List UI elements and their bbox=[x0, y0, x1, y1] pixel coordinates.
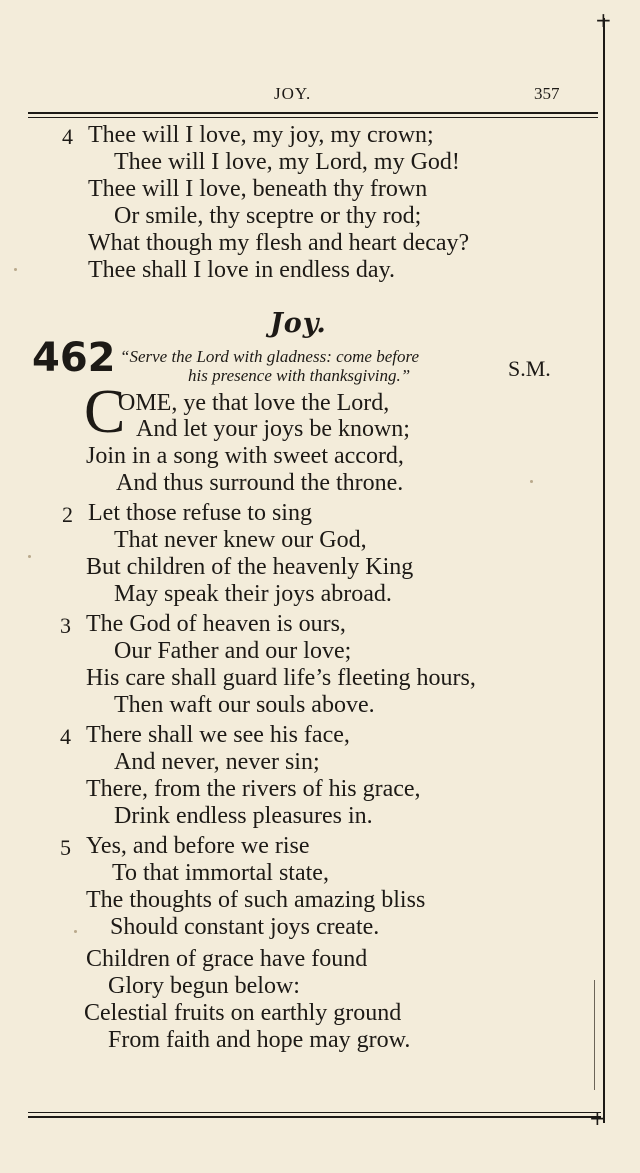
verse-line: Join in a song with sweet accord, bbox=[86, 443, 404, 469]
verse-line: But children of the heavenly King bbox=[86, 554, 414, 580]
paper-speck bbox=[530, 480, 533, 483]
stanza-number: 4 bbox=[62, 124, 73, 149]
footer-rule-thin bbox=[28, 1112, 601, 1113]
stanza-number: 5 bbox=[60, 835, 71, 860]
verse-line: Our Father and our love; bbox=[114, 638, 352, 664]
verse-line: There shall we see his face, bbox=[86, 722, 350, 748]
verse-line: And never, never sin; bbox=[114, 749, 320, 775]
header-rule-thin bbox=[28, 117, 598, 118]
verse-line: The God of heaven is ours, bbox=[86, 611, 346, 637]
verse-line: Or smile, thy sceptre or thy rod; bbox=[114, 203, 422, 229]
hymn-number: 462 bbox=[32, 335, 116, 381]
verse-line: May speak their joys abroad. bbox=[114, 581, 392, 607]
page-number: 357 bbox=[534, 84, 560, 103]
verse-line: That never knew our God, bbox=[114, 527, 367, 553]
verse-line: There, from the rivers of his grace, bbox=[86, 776, 421, 802]
epigraph-line: his presence with thanksgiving.” bbox=[188, 366, 411, 385]
verse-line: OME, ye that love the Lord, bbox=[118, 390, 390, 416]
stanza-number: 3 bbox=[60, 613, 71, 638]
verse-line: The thoughts of such amazing bliss bbox=[86, 887, 426, 913]
running-head bbox=[0, 84, 600, 108]
verse-line: To that immortal state, bbox=[112, 860, 329, 886]
section-title: Joy. bbox=[270, 308, 327, 339]
stanza-number: 4 bbox=[60, 724, 71, 749]
verse-line: Children of grace have found bbox=[86, 946, 368, 972]
meter-label: S.M. bbox=[508, 356, 551, 381]
verse-line: His care shall guard life’s fleeting hours, bbox=[86, 665, 476, 691]
stanza-number: 2 bbox=[62, 502, 73, 527]
paper-speck bbox=[74, 930, 77, 933]
verse-line: Thee will I love, my Lord, my God! bbox=[114, 149, 460, 175]
verse-line: Thee shall I love in endless day. bbox=[88, 257, 396, 283]
verse-line: Celestial fruits on earthly ground bbox=[84, 1000, 402, 1026]
header-rule bbox=[28, 112, 598, 114]
verse-line: And let your joys be known; bbox=[136, 416, 410, 442]
corner-cross-bottom: + bbox=[589, 1106, 606, 1130]
verse-line: Thee will I love, beneath thy frown bbox=[88, 176, 428, 202]
verse-line: Drink endless pleasures in. bbox=[114, 803, 373, 829]
corner-cross-top: + bbox=[595, 8, 612, 32]
running-head-title: JOY. bbox=[274, 84, 312, 103]
right-inner-rule bbox=[594, 980, 595, 1090]
paper-speck bbox=[14, 268, 17, 271]
verse-line: And thus surround the throne. bbox=[116, 470, 404, 496]
verse-line: Yes, and before we rise bbox=[86, 833, 310, 859]
footer-rule bbox=[28, 1116, 601, 1118]
epigraph-line: “Serve the Lord with gladness: come before bbox=[120, 347, 420, 366]
verse-line: Glory begun below: bbox=[108, 973, 300, 999]
verse-line: What though my flesh and heart decay? bbox=[88, 230, 470, 256]
verse-line: From faith and hope may grow. bbox=[108, 1027, 411, 1053]
paper-speck bbox=[28, 555, 31, 558]
verse-line: Then waft our souls above. bbox=[114, 692, 375, 718]
verse-line: Let those refuse to sing bbox=[88, 500, 312, 526]
right-margin-rule bbox=[603, 18, 605, 1123]
verse-line: Thee will I love, my joy, my crown; bbox=[88, 122, 434, 148]
drop-cap: C bbox=[84, 378, 126, 446]
verse-line: Should constant joys create. bbox=[110, 914, 380, 940]
